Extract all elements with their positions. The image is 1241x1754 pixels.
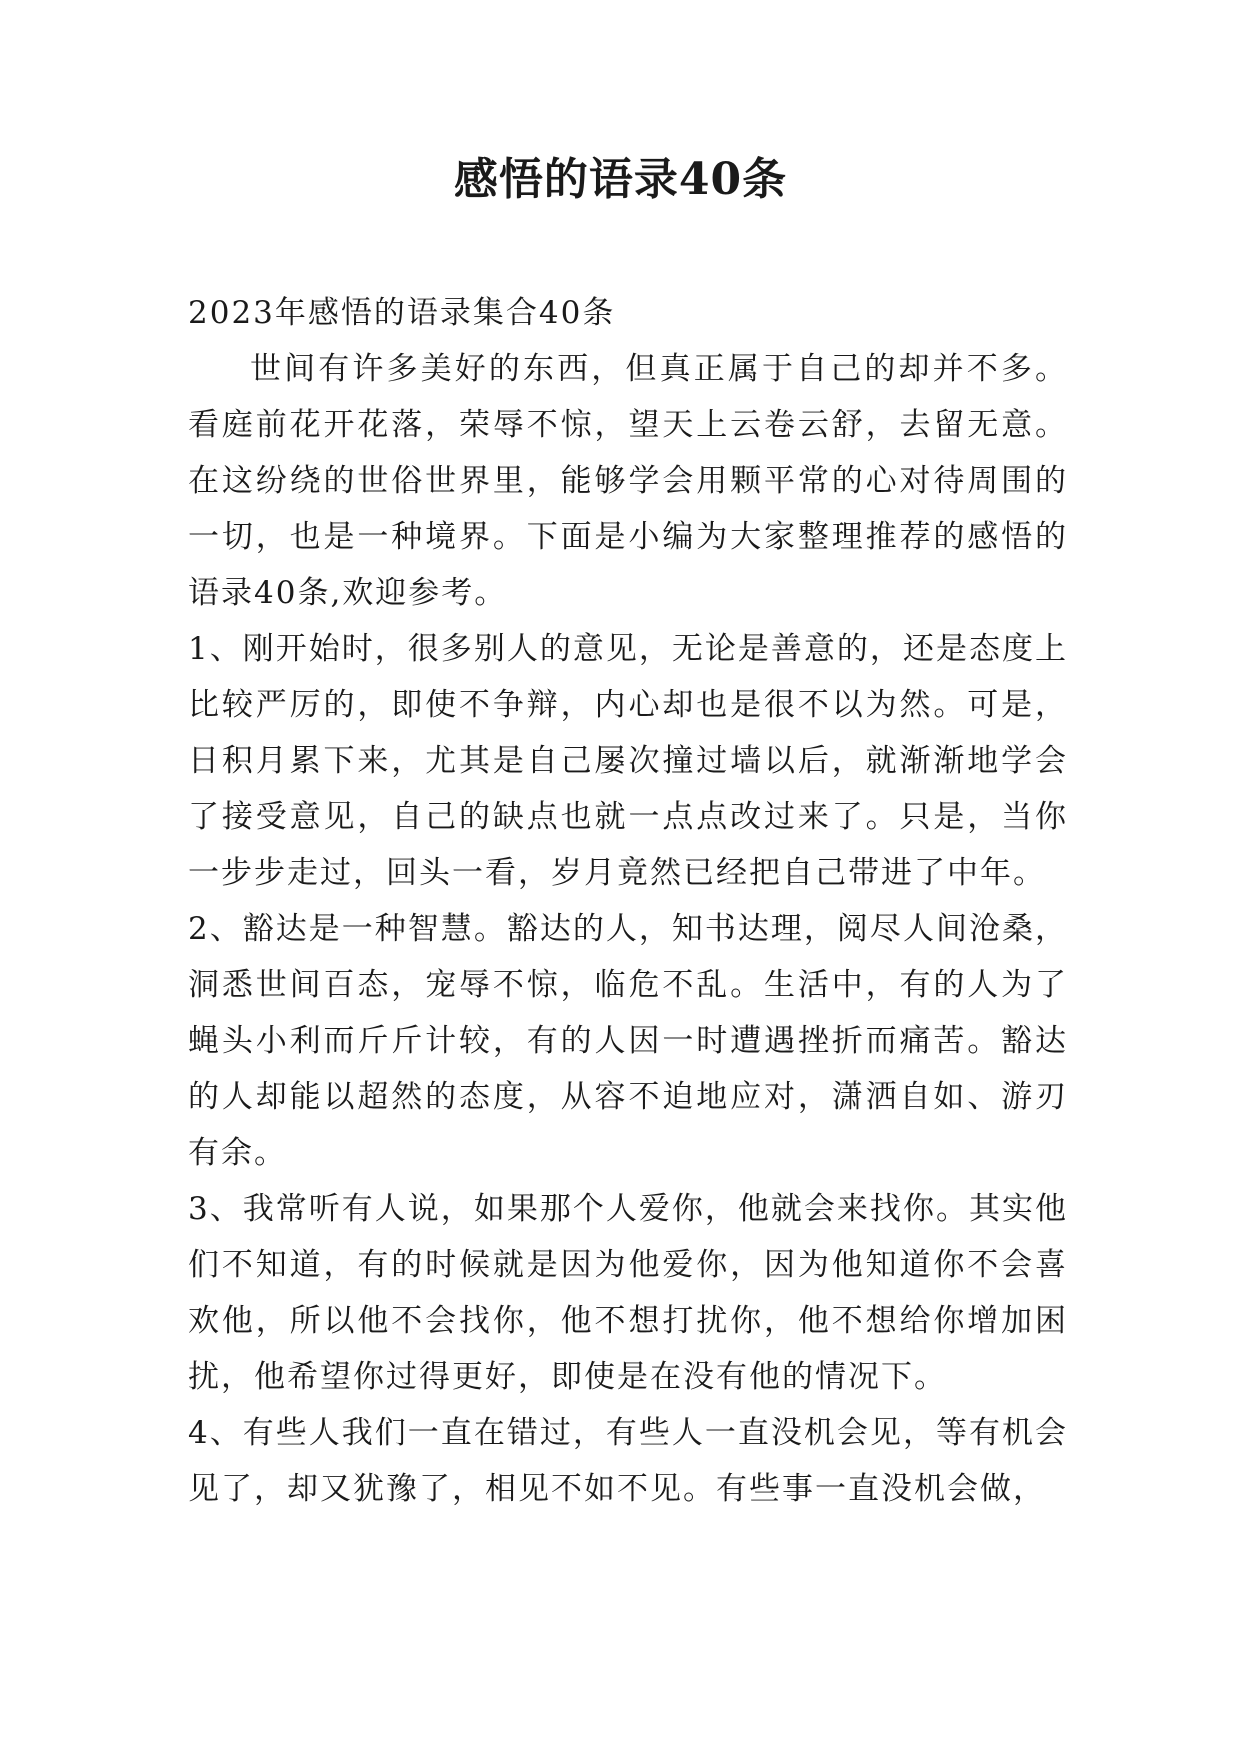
intro-paragraph: 世间有许多美好的东西，但真正属于自己的却并不多。看庭前花开花落，荣辱不惊，望天上云卷云舒，去留无意。在这纷绕的世俗世界里，能够学会用颗平常的心对待周围的一切，也是一种境界。下面是小编为大家整理推荐的感悟的语录40条,欢迎参考。 (188, 351, 1068, 611)
document-title: 感悟的语录40条 (453, 154, 788, 205)
quote-item-2: 2、豁达是一种智慧。豁达的人，知书达理，阅尽人间沧桑，洞悉世间百态，宠辱不惊，临危不乱。生活中，有的人为了蝇头小利而斤斤计较，有的人因一时遭遇挫折而痛苦。豁达的人却能以超然的态度，从容不迫地应对，潇洒自如、游刃有余。 (188, 911, 1068, 1171)
quote-item-1: 1、刚开始时，很多别人的意见，无论是善意的，还是态度上比较严厉的，即使不争辩，内心却也是很不以为然。可是，日积月累下来，尤其是自己屡次撞过墙以后，就渐渐地学会了接受意见，自己的缺点也就一点点改过来了。只是，当你一步步走过，回头一看，岁月竟然已经把自己带进了中年。 (188, 631, 1068, 891)
quote-item-4: 4、有些人我们一直在错过，有些人一直没机会见，等有机会见了，却又犹豫了，相见不如不见。有些事一直没机会做， (188, 1415, 1068, 1507)
quote-item-3: 3、我常听有人说，如果那个人爱你，他就会来找你。其实他们不知道，有的时候就是因为他爱你，因为他知道你不会喜欢他，所以他不会找你，他不想打扰你，他不想给你增加困扰，他希望你过得更好，即使是在没有他的情况下。 (188, 1191, 1068, 1395)
document-subtitle: 2023年感悟的语录集合40条 (188, 295, 616, 331)
document-body (188, 285, 1068, 1517)
